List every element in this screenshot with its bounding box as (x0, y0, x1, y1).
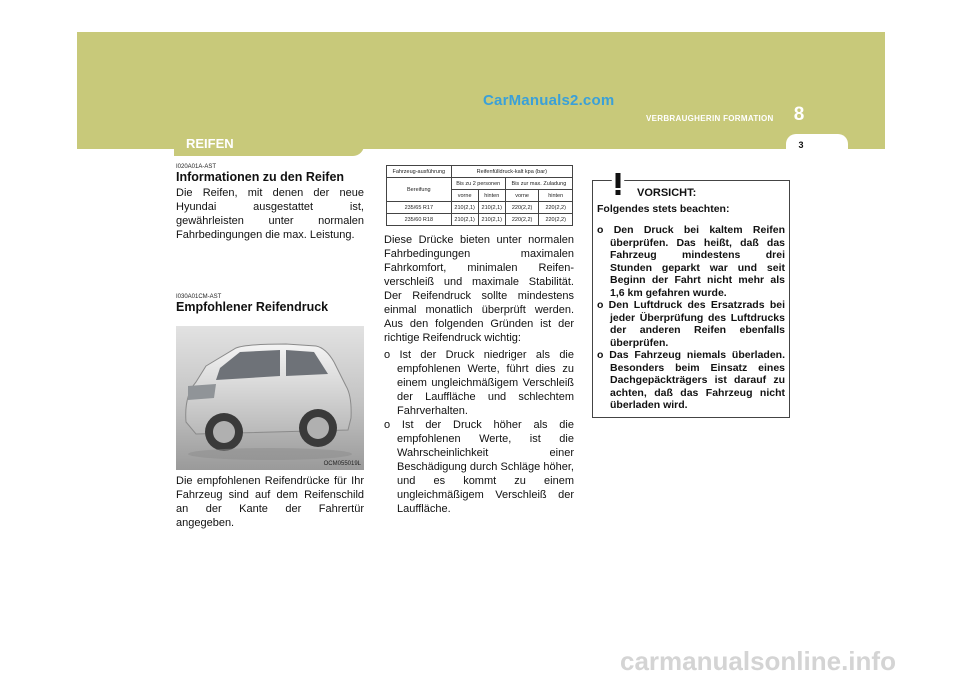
warning-box (592, 180, 790, 418)
table-cell: 210(2,1) (478, 202, 505, 214)
table-cell: 220(2,2) (539, 214, 573, 226)
table-header-cell: vorne (505, 190, 539, 202)
table-header-cell: hinten (539, 190, 573, 202)
table-header-cell: vorne (451, 190, 478, 202)
site-logo[interactable]: CarManuals2.com (483, 92, 615, 109)
table-cell: 220(2,2) (505, 214, 539, 226)
info-section (176, 164, 364, 242)
tire-pressure-table (386, 165, 573, 226)
info-code: I020A01A-AST (176, 164, 217, 170)
list-item: o Ist der Druck höher als die empfohlenen Werte, ist die Wahrscheinlichkeit einer Beschädigung durch Schläge höher, und es kommt zu einem ungleichmäßigem Verschleiß der Lauffläche. (384, 419, 574, 515)
header-band (77, 32, 885, 149)
middle-section (384, 233, 574, 516)
warning-icon (603, 169, 633, 197)
table-header-cell: Bereifung (387, 178, 452, 202)
table-cell: 210(2,1) (451, 214, 478, 226)
list-item: o Ist der Druck niedriger als die empfohlenen Werte, führt dies zu einem ungleichmäßigem Verschleiß der Lauffläche und schlechtem Fahrverhalten. (384, 349, 574, 417)
warning-title: VORSICHT: (637, 187, 697, 199)
warning-list (597, 224, 785, 412)
table-cell: 235/65 R17 (387, 202, 452, 214)
section-tab-label: REIFEN (186, 136, 234, 151)
table-cell: 235/60 R18 (387, 214, 452, 226)
table-row (387, 202, 573, 214)
table-header-cell: Bis zur max. Zuladung (505, 178, 572, 190)
table-cell: 220(2,2) (539, 202, 573, 214)
table-header-cell: Fahrzeug-ausführung (387, 166, 452, 178)
table-row (387, 214, 573, 226)
middle-bullet-list (384, 348, 574, 516)
list-item: o Den Luftdruck des Ersatzrads bei jeder Überprüfung des Luftdrucks der anderen Reifen ebenfalls überprüfen. (597, 299, 785, 349)
table-row (387, 178, 573, 190)
figure-code: OCM055019L (323, 461, 361, 467)
list-item: o Den Druck bei kaltem Reifen überprüfen. Das heißt, daß das Fahrzeug mindestens drei Stunden geparkt war und seit Beginn der Fahrt nicht mehr als 1,6 km gefahren wurde. (597, 224, 785, 299)
pressure-code: I030A01CM-AST (176, 294, 222, 300)
table-row (387, 166, 573, 178)
warning-intro: Folgendes stets beachten: (597, 203, 730, 215)
table-cell: 210(2,1) (451, 202, 478, 214)
car-illustration (176, 326, 364, 470)
pressure-section (176, 294, 364, 314)
middle-text: Diese Drücke bieten unter normalen Fahrbedingungen maximalen Fahrkomfort, minimalen Reifen-verschleiß und maximale Stabilität. Der Reifendruck sollte mindestens einmal monatlich überprüft werden. Aus den folgenden Gründen ist der richtige Reifendruck wichtig: (384, 234, 574, 344)
suv-image (176, 326, 364, 470)
table-cell: 210(2,1) (478, 214, 505, 226)
info-text: Die Reifen, mit denen der neue Hyundai ausgestattet ist, gewährleisten unter normalen Fahrbedingungen die max. Leistung. (176, 187, 364, 241)
table-header-cell: Bis zu 2 personen (451, 178, 505, 190)
pressure-title: Empfohlener Reifendruck (176, 300, 329, 314)
table-header-cell: hinten (478, 190, 505, 202)
info-title: Informationen zu den Reifen (176, 170, 345, 184)
page-number: 3 (798, 140, 804, 150)
table-header-cell: Reifenfülldruck-kalt kpa (bar) (451, 166, 572, 178)
pressure-text-block (176, 474, 364, 530)
list-item: o Das Fahrzeug niemals überladen. Besonders beim Einsatz eines Dachgepäckträgers ist darauf zu achten, daß das Fahrzeug nicht überladen wird. (597, 349, 785, 411)
pressure-text: Die empfohlenen Reifendrücke für Ihr Fahrzeug sind auf dem Reifenschild an der Kante der Fahrertür angegeben. (176, 475, 364, 529)
table-cell: 220(2,2) (505, 202, 539, 214)
chapter-number: 8 (793, 104, 805, 125)
watermark: carmanualsonline.info (620, 646, 896, 676)
section-label: VERBRAUGHERIN FORMATION (646, 114, 774, 123)
